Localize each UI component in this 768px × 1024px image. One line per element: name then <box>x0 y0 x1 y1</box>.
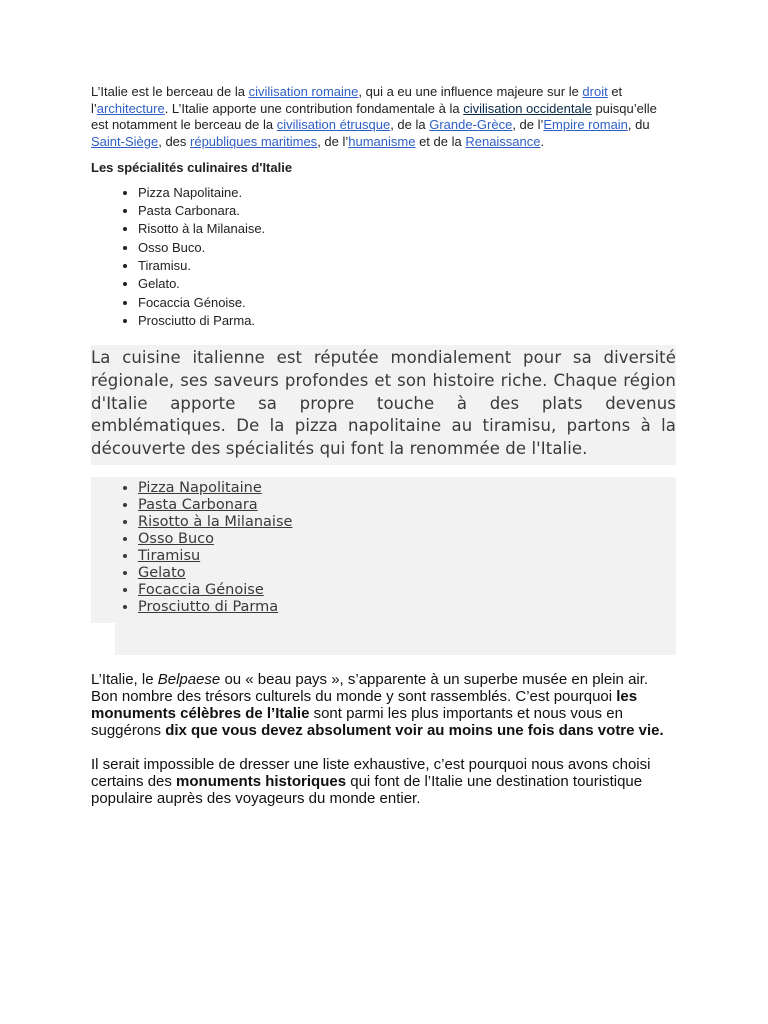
link-civilisation-occidentale[interactable]: civilisation occidentale <box>463 100 592 116</box>
intro-text: , de l’ <box>512 117 544 133</box>
list-item: • Tiramisu. <box>138 257 676 275</box>
bold-text: . <box>659 721 664 739</box>
body-text: L’Italie, le <box>91 670 158 688</box>
specialties-heading: Les spécialités culinaires d'Italie <box>91 159 293 175</box>
cuisine-section <box>91 345 676 655</box>
intro-text: puisqu’elle est notamment le berceau de la <box>91 100 657 133</box>
link-osso-buco[interactable]: Osso Buco <box>138 530 214 547</box>
italic-text: Belpaese <box>157 670 221 688</box>
link-pasta-carbonara[interactable]: Pasta Carbonara <box>138 496 258 513</box>
link-republiques-maritimes[interactable]: républiques maritimes <box>190 134 318 150</box>
cuisine-links-block <box>91 477 676 655</box>
list-item <box>138 599 676 616</box>
list-item: • Pasta Carbonara. <box>138 202 676 220</box>
body-text: Il serait impossible de dresser une liste exhaustive, c’est pourquoi nous avons choisi certains des <box>91 755 651 790</box>
link-grande-grece[interactable]: Grande-Grèce <box>429 117 513 133</box>
intro-text: et l’ <box>91 84 623 116</box>
list-item: • Focaccia Génoise. <box>138 294 676 312</box>
intro-text: et de la <box>415 134 466 150</box>
link-tiramisu[interactable]: Tiramisu <box>138 548 201 565</box>
cuisine-paragraph: La cuisine italienne est réputée mondialement pour sa diversité régionale, ses saveurs profondes et son histoire riche. Chaque région d'Italie apporte sa propre touche à des plats devenus emblématiques. De la pizza napolitaine au tiramisu, partons à la découverte des spécialités qui font la renommée de l'Italie. <box>91 345 676 465</box>
list-item <box>138 582 676 599</box>
list-item: • Osso Buco. <box>138 239 676 257</box>
intro-text: , des <box>158 134 191 150</box>
monuments-paragraph-2 <box>91 756 676 807</box>
intro-text: . L’Italie apporte une contribution fondamentale à la <box>164 100 464 116</box>
body-text: sont parmi les plus importants et nous vous en suggérons <box>91 704 623 739</box>
intro-paragraph <box>91 84 676 151</box>
list-item: • Pizza Napolitaine. <box>138 184 676 202</box>
body-text: qui font de l’Italie une destination touristique populaire auprès des voyageurs du monde entier. <box>91 772 643 807</box>
link-saint-siege[interactable]: Saint-Siège <box>91 134 159 150</box>
link-droit[interactable]: droit <box>582 84 608 99</box>
link-empire-romain[interactable]: Empire romain <box>543 117 628 133</box>
link-civilisation-romaine[interactable]: civilisation romaine <box>248 84 359 99</box>
link-architecture[interactable]: architecture <box>96 100 165 116</box>
link-focaccia-genoise[interactable]: Focaccia Génoise <box>138 582 264 599</box>
list-item: • Gelato. <box>138 275 676 293</box>
body-text: ou « beau pays », s’apparente à un superbe musée en plein air. Bon nombre des trésors culturels du monde y sont rassemblés. C’est pourquoi <box>91 670 649 705</box>
intro-text: , de l’ <box>317 134 349 150</box>
list-item: • Risotto à la Milanaise. <box>138 220 676 238</box>
document-page <box>91 84 676 807</box>
monuments-paragraph-1 <box>91 671 676 739</box>
link-humanisme[interactable]: humanisme <box>348 134 416 150</box>
list-item <box>138 548 676 565</box>
link-renaissance[interactable]: Renaissance <box>465 134 541 150</box>
intro-text: , de la <box>390 117 430 133</box>
link-risotto-milanaise[interactable]: Risotto à la Milanaise <box>138 513 293 530</box>
list-item <box>138 565 676 582</box>
link-prosciutto-parma[interactable]: Prosciutto di Parma <box>138 599 279 616</box>
list-item <box>138 531 676 548</box>
intro-text: , qui a eu une influence majeure sur le <box>358 84 583 99</box>
list-item: • Prosciutto di Parma. <box>138 312 676 330</box>
link-gelato[interactable]: Gelato <box>138 565 186 582</box>
bold-text: dix que vous devez absolument voir au moins une fois dans votre vie <box>165 721 660 739</box>
list-item <box>138 514 676 531</box>
list-item <box>138 480 676 497</box>
intro-text: . <box>540 134 545 150</box>
intro-text: , du <box>627 117 650 133</box>
cuisine-links-list <box>91 477 676 617</box>
bold-text: les monuments célèbres de l’Italie <box>91 687 638 722</box>
bold-text: monuments historiques <box>176 772 347 790</box>
list-item <box>138 497 676 514</box>
intro-text: L’Italie est le berceau de la <box>91 84 249 99</box>
specialties-list <box>91 184 676 330</box>
link-civilisation-etrusque[interactable]: civilisation étrusque <box>276 117 391 133</box>
link-pizza-napolitaine[interactable]: Pizza Napolitaine <box>138 479 262 496</box>
